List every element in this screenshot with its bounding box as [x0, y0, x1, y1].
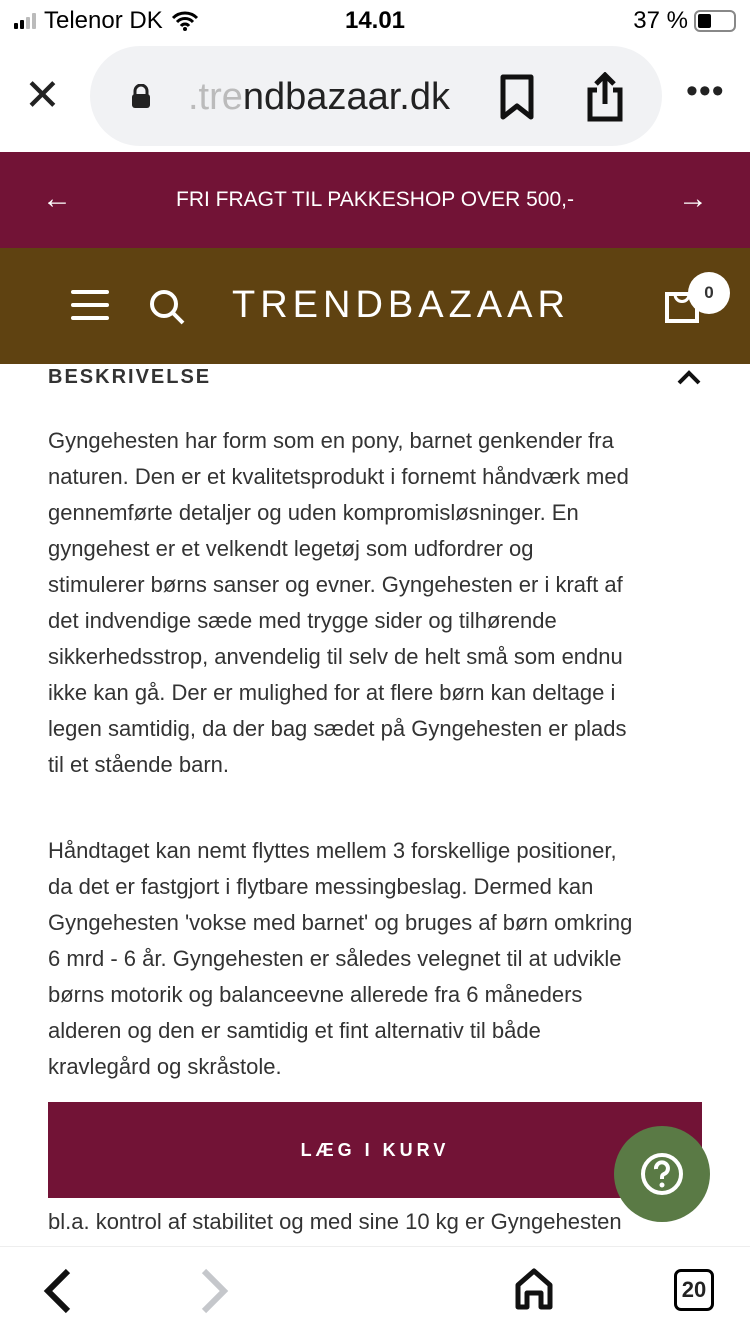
- text-line: Gyngehesten 'vokse med barnet' og bruges af børn omkring: [48, 910, 633, 935]
- text-line: til et stående barn.: [48, 752, 230, 777]
- text-line: Håndtaget kan nemt flyttes mellem 3 forskellige positioner,: [48, 838, 617, 863]
- question-icon: [639, 1151, 685, 1197]
- more-icon[interactable]: •••: [686, 72, 725, 110]
- text-line: børns motorik og balanceevne allerede fra 6 måneders: [48, 982, 583, 1007]
- description-text-continued: bl.a. kontrol af stabilitet og med sine 10 kg er Gyngehesten: [48, 1209, 622, 1234]
- text-line: legen samtidig, da der bag sædet på Gyngehesten er plads: [48, 716, 627, 741]
- add-to-cart-button[interactable]: LÆG I KURV: [48, 1102, 702, 1198]
- status-bar: [0, 0, 750, 42]
- text-line: sikkerhedsstrop, anvendelig til selv de helt små som endnu: [48, 644, 623, 669]
- close-icon[interactable]: ✕: [24, 71, 61, 120]
- section-title: BESKRIVELSE: [48, 366, 212, 388]
- browser-toolbar: [0, 1246, 750, 1334]
- promo-text: FRI FRAGT TIL PAKKESHOP OVER 500,-: [176, 188, 574, 211]
- site-logo[interactable]: TRENDBAZAAR: [232, 284, 570, 326]
- text-line: alderen og den er samtidig et fint alternativ til både: [48, 1018, 541, 1043]
- battery-percent: 37 %: [633, 7, 688, 34]
- search-icon[interactable]: [148, 288, 186, 326]
- carrier-name: Telenor DK: [44, 7, 163, 34]
- bookmark-icon[interactable]: [500, 74, 534, 120]
- promo-banner: [0, 152, 750, 248]
- description-paragraph: [48, 423, 629, 783]
- text-line: 6 mrd - 6 år. Gyngehesten er således velegnet til at udvikle: [48, 946, 622, 971]
- text-line: Gyngehesten har form som en pony, barnet genkender fra: [48, 428, 614, 453]
- menu-icon[interactable]: [71, 290, 109, 329]
- chevron-up-icon[interactable]: [676, 368, 702, 386]
- text-line: det indvendige sæde med trygge sider og tilhørende: [48, 608, 557, 633]
- text-line: stimulerer børns sanser og evner. Gyngehesten er i kraft af: [48, 572, 623, 597]
- home-icon[interactable]: [514, 1267, 554, 1311]
- text-line: gennemførte detaljer og uden kompromisløsninger. En: [48, 500, 579, 525]
- clock: 14.01: [344, 7, 406, 34]
- text-line: ikke kan gå. Der er mulighed for at flere børn kan deltage i: [48, 680, 616, 705]
- site-header: [0, 248, 750, 364]
- text-line: kravlegård og skråstole.: [48, 1054, 282, 1079]
- battery-icon: [694, 10, 736, 32]
- text-line: da det er fastgjort i flytbare messingbeslag. Dermed kan: [48, 874, 594, 899]
- cart-count-badge: 0: [688, 272, 730, 314]
- description-accordion[interactable]: [48, 364, 702, 389]
- address-field[interactable]: [90, 46, 662, 146]
- help-button[interactable]: [614, 1126, 710, 1222]
- arrow-left-icon[interactable]: ←: [42, 182, 72, 215]
- url-text: .trendbazaar.dk: [188, 76, 450, 118]
- lock-icon: [130, 84, 152, 108]
- text-line: naturen. Den er et kvalitetsprodukt i fornemt håndværk med: [48, 464, 629, 489]
- text-line: gyngehest er et velkendt legetøj som udfordrer og: [48, 536, 534, 561]
- description-paragraph: [48, 833, 632, 1085]
- share-icon[interactable]: [585, 72, 625, 122]
- forward-icon[interactable]: [198, 1267, 232, 1315]
- tabs-button[interactable]: 20: [674, 1269, 714, 1311]
- back-icon[interactable]: [40, 1267, 74, 1315]
- browser-url-bar: [0, 42, 750, 150]
- arrow-right-icon[interactable]: →: [678, 182, 708, 215]
